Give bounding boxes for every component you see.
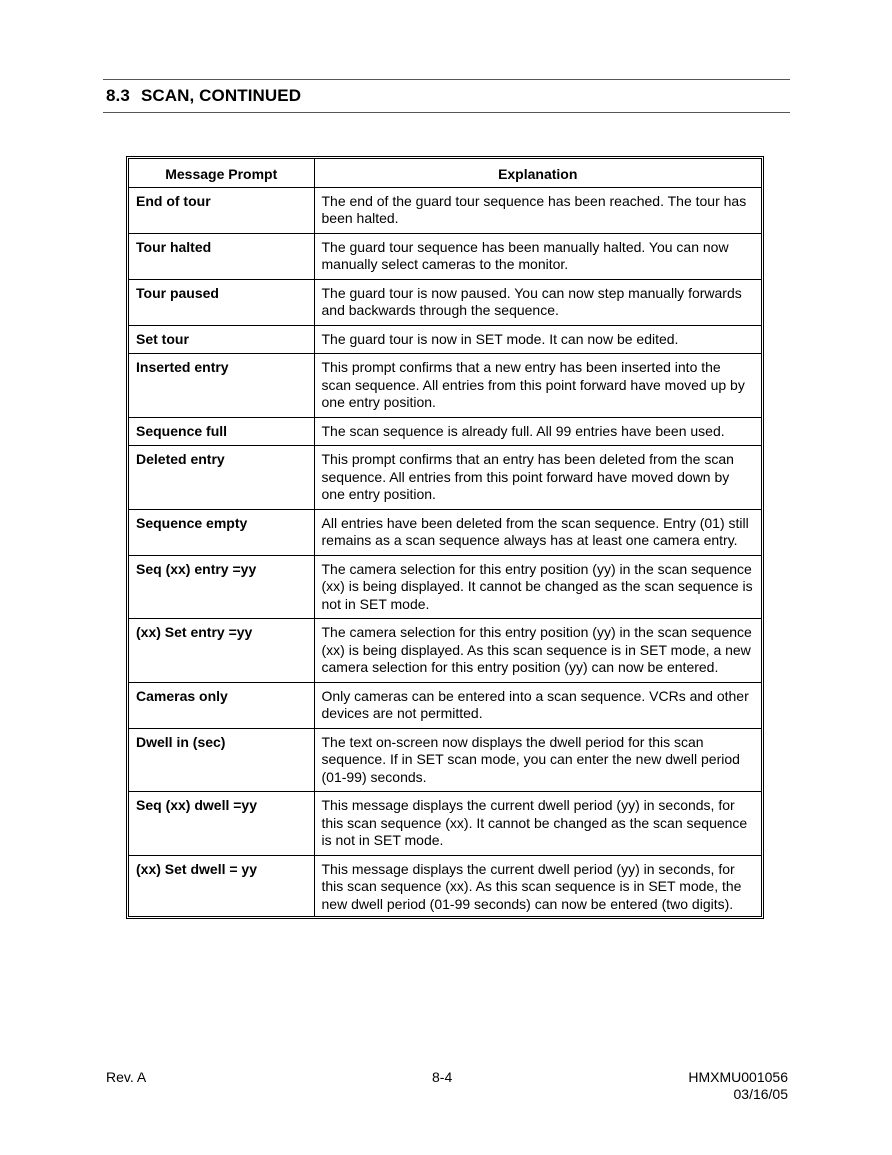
- footer-revision: Rev. A: [106, 1069, 147, 1085]
- explanation-cell: The end of the guard tour sequence has been reached. The tour has been halted.: [314, 187, 761, 233]
- message-prompt-cell: Cameras only: [129, 682, 314, 728]
- explanation-cell: This message displays the current dwell period (yy) in seconds, for this scan sequence (xx). As this scan sequence is in SET mode, the new dwell period (01-99 seconds) can now be entered (two digits).: [314, 855, 761, 916]
- header-bottom-rule: [103, 112, 790, 113]
- column-header-explanation: Explanation: [314, 159, 761, 187]
- explanation-cell: The guard tour is now in SET mode. It can now be edited.: [314, 325, 761, 354]
- message-prompt-cell: Tour halted: [129, 233, 314, 279]
- explanation-cell: The camera selection for this entry position (yy) in the scan sequence (xx) is being displayed. It cannot be changed as the scan sequence is not in SET mode.: [314, 555, 761, 619]
- table-row: [129, 682, 761, 728]
- table-body: [129, 187, 761, 916]
- explanation-cell: The text on-screen now displays the dwell period for this scan sequence. If in SET scan mode, you can enter the new dwell period (01-99) seconds.: [314, 728, 761, 792]
- message-prompt-cell: (xx) Set entry =yy: [129, 619, 314, 683]
- footer-document-id: HMXMU001056: [688, 1069, 788, 1085]
- column-header-message-prompt: Message Prompt: [129, 159, 314, 187]
- explanation-cell: This prompt confirms that a new entry has been inserted into the scan sequence. All entries from this point forward have moved up by one entry position.: [314, 354, 761, 418]
- table-row: [129, 233, 761, 279]
- explanation-cell: The guard tour is now paused. You can now step manually forwards and backwards through the sequence.: [314, 279, 761, 325]
- section-heading: [106, 86, 301, 106]
- message-prompt-cell: Deleted entry: [129, 446, 314, 510]
- table-row: [129, 855, 761, 916]
- footer-date: 03/16/05: [733, 1086, 788, 1102]
- table-row: [129, 555, 761, 619]
- explanation-cell: This message displays the current dwell period (yy) in seconds, for this scan sequence (xx). It cannot be changed as the scan sequence is not in SET mode.: [314, 792, 761, 856]
- table-row: [129, 279, 761, 325]
- message-prompt-cell: Seq (xx) entry =yy: [129, 555, 314, 619]
- message-prompt-cell: Inserted entry: [129, 354, 314, 418]
- table-row: [129, 354, 761, 418]
- table-row: [129, 417, 761, 446]
- header-top-rule: [103, 79, 790, 80]
- explanation-cell: This prompt confirms that an entry has been deleted from the scan sequence. All entries from this point forward have moved down by one entry position.: [314, 446, 761, 510]
- explanation-cell: The camera selection for this entry position (yy) in the scan sequence (xx) is being displayed. As this scan sequence is in SET mode, a new camera selection for this entry position (yy) can now be entered.: [314, 619, 761, 683]
- message-prompt-cell: (xx) Set dwell = yy: [129, 855, 314, 916]
- message-prompt-cell: End of tour: [129, 187, 314, 233]
- message-prompt-table: [126, 156, 764, 919]
- table-row: [129, 619, 761, 683]
- message-prompt-cell: Dwell in (sec): [129, 728, 314, 792]
- explanation-cell: All entries have been deleted from the scan sequence. Entry (01) still remains as a scan sequence always has at least one camera entry.: [314, 509, 761, 555]
- footer-page-number: 8-4: [432, 1069, 453, 1085]
- explanation-cell: Only cameras can be entered into a scan sequence. VCRs and other devices are not permitted.: [314, 682, 761, 728]
- message-prompt-cell: Sequence empty: [129, 509, 314, 555]
- explanation-cell: The scan sequence is already full. All 99 entries have been used.: [314, 417, 761, 446]
- table-header-row: [129, 159, 761, 187]
- message-prompt-cell: Set tour: [129, 325, 314, 354]
- explanation-cell: The guard tour sequence has been manually halted. You can now manually select cameras to the monitor.: [314, 233, 761, 279]
- message-prompt-cell: Seq (xx) dwell =yy: [129, 792, 314, 856]
- table-row: [129, 187, 761, 233]
- table-row: [129, 792, 761, 856]
- message-prompt-cell: Sequence full: [129, 417, 314, 446]
- section-number: 8.3: [106, 86, 130, 105]
- message-prompt-cell: Tour paused: [129, 279, 314, 325]
- footer-doc-info: [688, 1069, 788, 1103]
- section-title: SCAN, CONTINUED: [140, 86, 302, 105]
- table-row: [129, 325, 761, 354]
- table-row: [129, 509, 761, 555]
- table-row: [129, 728, 761, 792]
- table-row: [129, 446, 761, 510]
